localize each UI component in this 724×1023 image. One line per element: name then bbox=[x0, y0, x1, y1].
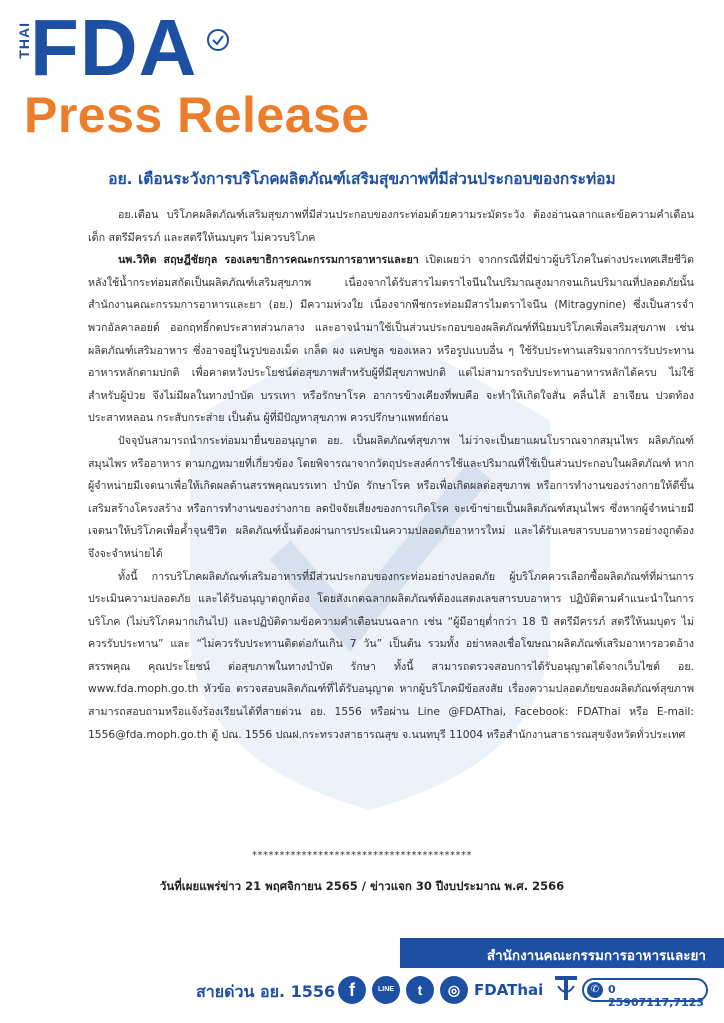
logo-check-icon bbox=[206, 28, 230, 52]
phone-number: 0 25907117,7123 bbox=[608, 983, 705, 1009]
separator-line: **************************************** bbox=[252, 850, 472, 861]
twitter-icon[interactable]: t bbox=[406, 976, 434, 1004]
logo-fda-text: FDA bbox=[30, 3, 198, 92]
footer-org-band bbox=[400, 938, 724, 968]
paragraph-1-text: เปิดเผยว่า จากกรณีที่มีข่าวผู้บริโภคในต่างประเทศเสียชีวิตหลังใช้น้ำกระท่อมสกัดเป็นผลิตภัณฑ์เสริมสุขภาพ เนื่องจากได้รับสารไมตราไจนีนในปริมาณสูงมากจนเกินปริมาณที่ปลอดภัยนั้น สำนักงานคณะกรรมการอาหารและยา (อย.) มีความห่วงใย เนื่องจากพืชกระท่อมมีสารไมตราไจนีน (Mitragynine) ซึ่งเป็นสารจำพวกอัลคาลอยด์ ออกฤทธิ์กดประสาทส่วนกลาง และอาจนำมาใช้เป็นส่วนประกอบของผลิตภัณฑ์ที่นิยมบริโภคเพื่อเสริมสุขภาพ เช่น ผลิตภัณฑ์เสริมอาหาร ซึ่งอาจอยู่ในรูปของเม็ด เกล็ด ผง แคปซูล ของเหลว หรือรูปแบบอื่น ๆ ใช้รับประทานเสริมจากการรับประทานอาหารหลักตามปกติ เพื่อคาดหวังประโยชน์ต่อสุขภาพสำหรับผู้ที่มีสุขภาพปกติ แต่ไม่สามารถรับประทานอาหารหลักได้ครบ ไม่ใช้สำหรับผู้ป่วย จึงไม่มีผลในทางบำบัด บรรเทา หรือรักษาโรค อาการข้างเคียงที่พบคือ จะทำให้เกิดใจสั่น คลื่นไส้ อาเจียน ปวดท้อง ประสาทหลอน กระสับกระส่าย เป็นต้น ผู้ที่มีปัญหาสุขภาพ ควรปรึกษาแพทย์ก่อน bbox=[88, 253, 694, 425]
footer-hotline: สายด่วน อย. 1556 bbox=[196, 982, 336, 1001]
release-dateline: วันที่เผยแพร่ข่าว 21 พฤศจิกายน 2565 / ข่าวแจก 30 ปีงบประมาณ พ.ศ. 2566 bbox=[159, 879, 565, 893]
facebook-icon[interactable]: f bbox=[338, 976, 366, 1004]
spokesperson-name: นพ.วิทิต สฤษฎีชัยกุล รองเลขาธิการคณะกรรมการอาหารและยา bbox=[118, 253, 419, 267]
intro-paragraph: อย.เตือน บริโภคผลิตภัณฑ์เสริมสุขภาพที่มีส่วนประกอบของกระท่อมด้วยความระมัดระวัง ต้องอ่านฉลากและข้อความคำเตือน เด็ก สตรีมีครรภ์ และสตรีให้นมบุตร ไม่ควรบริโภค bbox=[88, 208, 694, 244]
footer-social-handle: FDAThai bbox=[474, 981, 544, 999]
phone-icon: ✆ bbox=[587, 982, 603, 998]
footer-emblem-icon bbox=[552, 972, 580, 1004]
paragraph-2: ปัจจุบันสามารถนำกระท่อมมายื่นขออนุญาต อย. เป็นผลิตภัณฑ์สุขภาพ ไม่ว่าจะเป็นยาแผนโบราณจากสมุนไพร ผลิตภัณฑ์สมุนไพร หรืออาหาร ตามกฎหมายที่เกี่ยวข้อง โดยพิจารณาจากวัตถุประสงค์การใช้และปริมาณที่ใช้เป็นส่วนประกอบในผลิตภัณฑ์ หากผู้จำหน่ายมีเจตนาเพื่อให้เกิดผลด้านสรรพคุณบรรเทา บำบัด รักษาโรค หรือเพื่อเกิดผลต่อสุขภาพ หรือการทำงานของร่างกายให้ดีขึ้น เสริมสร้างโครงสร้าง หรือการทำงานของร่างกาย ลดปัจจัยเสี่ยงของการเกิดโรค จะเข้าข่ายเป็นผลิตภัณฑ์สมุนไพร ซึ่งหากผู้จำหน่ายมีเจตนาให้บริโภคเพื่อค้ำจุนชีวิต ผลิตภัณฑ์นั้นต้องผ่านการประเมินความปลอดภัยอาหารใหม่ และได้รับเลขสารบบอาหารอย่างถูกต้องจึงจะจำหน่ายได้ bbox=[88, 433, 694, 560]
footer-org-name: สำนักงานคณะกรรมการอาหารและยา bbox=[486, 948, 706, 964]
paragraph-1 bbox=[88, 249, 694, 430]
line-icon[interactable]: LINE bbox=[372, 976, 400, 1004]
press-headline: อย. เตือนระวังการบริโภคผลิตภัณฑ์เสริมสุขภาพที่มีส่วนประกอบของกระท่อม bbox=[108, 170, 616, 188]
instagram-icon[interactable]: ◎ bbox=[440, 976, 468, 1004]
press-body bbox=[88, 204, 694, 746]
paragraph-3: ทั้งนี้ การบริโภคผลิตภัณฑ์เสริมอาหารที่มีส่วนประกอบของกระท่อมอย่างปลอดภัย ผู้บริโภคควรเลือกซื้อผลิตภัณฑ์ที่ผ่านการประเมินความปลอดภัย และได้รับอนุญาตถูกต้อง โดยสังเกตฉลากผลิตภัณฑ์ต้องแสดงเลขสารบบอาหาร ปฏิบัติตามคำแนะนำในการบริโภค (ไม่บริโภคมากเกินไป) และปฏิบัติตามข้อความคำเตือนบนฉลาก เช่น “ผู้มีอายุต่ำกว่า 18 ปี สตรีมีครรภ์ สตรีให้นมบุตร ไม่ควรรับประทาน” และ “ไม่ควรรับประทานติดต่อกันเกิน 7 วัน” เป็นต้น รวมทั้ง อย่าหลงเชื่อโฆษณาผลิตภัณฑ์เสริมอาหารอวดอ้างสรรพคุณ คุณประโยชน์ ต่อสุขภาพในทางบำบัด รักษา ทั้งนี้ สามารถตรวจสอบการได้รับอนุญาตได้จากเว็บไซต์ อย. www.fda.moph.go.th หัวข้อ ตรวจสอบผลิตภัณฑ์ที่ได้รับอนุญาต หากผู้บริโภคมีข้อสงสัย เรื่องความปลอดภัยของผลิตภัณฑ์สุขภาพ สามารถสอบถามหรือแจ้งร้องเรียนได้ที่สายด่วน อย. 1556 หรือผ่าน Line @FDAThai, Facebook: FDAThai หรือ E-mail: 1556@fda.moph.go.th ตู้ ปณ. 1556 ปณฝ.กระทรวงสาธารณสุข จ.นนทบุรี 11004 หรือสำนักงานสาธารณสุขจังหวัดทั่วประเทศ bbox=[88, 569, 694, 741]
logo-press-release-text: Press Release bbox=[24, 87, 370, 143]
phone-contact[interactable] bbox=[582, 978, 708, 1009]
logo-thai-text: THAI bbox=[16, 22, 32, 59]
